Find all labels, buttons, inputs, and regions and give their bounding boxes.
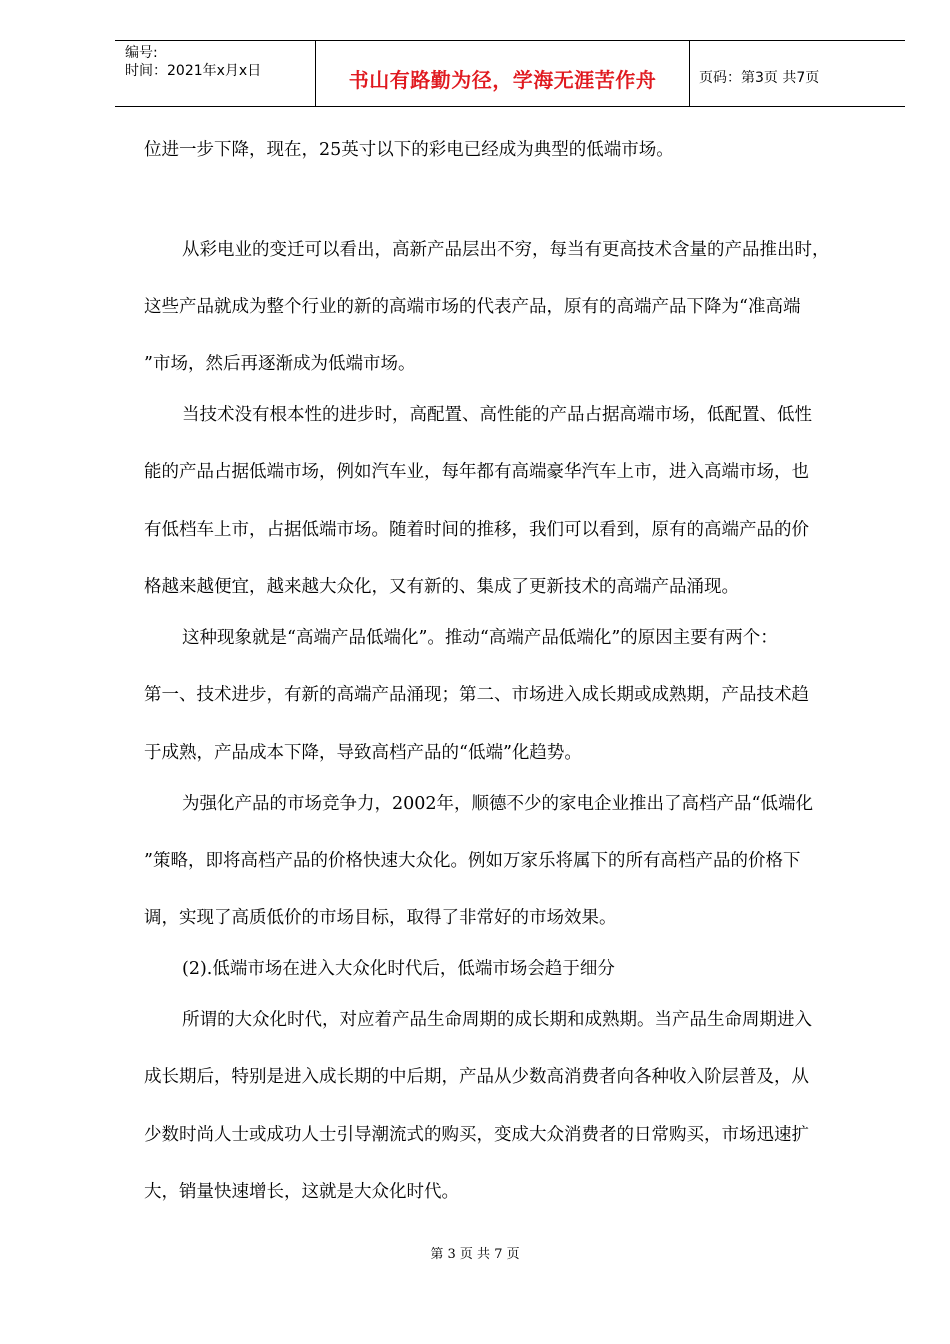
document-number-label: 编号: — [125, 45, 158, 61]
header-meta-cell — [115, 41, 316, 106]
section-heading: (2).低端市场在进入大众化时代后，低端市场会趋于细分 — [182, 959, 615, 979]
body-line: 大，销量快速增长，这就是大众化时代。 — [144, 1182, 459, 1202]
body-line: 能的产品占据低端市场，例如汽车业，每年都有高端豪华汽车上市，进入高端市场，也 — [144, 462, 809, 482]
document-time-label: 时间：2021年x月x日 — [125, 63, 262, 79]
document-header — [115, 40, 905, 107]
body-line: 所谓的大众化时代，对应着产品生命周期的成长期和成熟期。当产品生命周期进入 — [182, 1010, 812, 1030]
page-footer: 第 3 页 共 7 页 — [430, 1247, 520, 1262]
body-line: 从彩电业的变迁可以看出，高新产品层出不穷，每当有更高技术含量的产品推出时， — [182, 240, 830, 260]
body-line: 格越来越便宜，越来越大众化，又有新的、集成了更新技术的高端产品涌现。 — [144, 577, 739, 597]
body-line: 有低档车上市，占据低端市场。随着时间的推移，我们可以看到，原有的高端产品的价 — [144, 520, 809, 540]
header-page-cell — [690, 41, 905, 106]
body-line: 这些产品就成为整个行业的新的高端市场的代表产品，原有的高端产品下降为“准高端 — [144, 297, 801, 317]
body-line: 第一、技术进步，有新的高端产品涌现；第二、市场进入成长期或成熟期，产品技术趋 — [144, 685, 809, 705]
body-line: 于成熟，产品成本下降，导致高档产品的“低端”化趋势。 — [144, 743, 582, 763]
body-line: ”市场，然后再逐渐成为低端市场。 — [144, 354, 416, 374]
body-line: 当技术没有根本性的进步时，高配置、高性能的产品占据高端市场，低配置、低性 — [182, 405, 812, 425]
body-line: 为强化产品的市场竞争力，2002年，顺德不少的家电企业推出了高档产品“低端化 — [182, 794, 813, 814]
header-page-code: 页码：第3页 共7页 — [699, 70, 820, 86]
header-motto: 书山有路勤为径，学海无涯苦作舟 — [348, 68, 657, 92]
body-line: 少数时尚人士或成功人士引导潮流式的购买，变成大众消费者的日常购买，市场迅速扩 — [144, 1125, 809, 1145]
body-line: ”策略，即将高档产品的价格快速大众化。例如万家乐将属下的所有高档产品的价格下 — [144, 851, 801, 871]
header-motto-cell — [316, 41, 690, 106]
body-line: 调，实现了高质低价的市场目标，取得了非常好的市场效果。 — [144, 908, 617, 928]
body-line: 位进一步下降，现在，25英寸以下的彩电已经成为典型的低端市场。 — [144, 140, 674, 160]
body-line: 这种现象就是“高端产品低端化”。推动“高端产品低端化”的原因主要有两个： — [182, 628, 778, 648]
body-line: 成长期后，特别是进入成长期的中后期，产品从少数高消费者向各种收入阶层普及，从 — [144, 1067, 809, 1087]
